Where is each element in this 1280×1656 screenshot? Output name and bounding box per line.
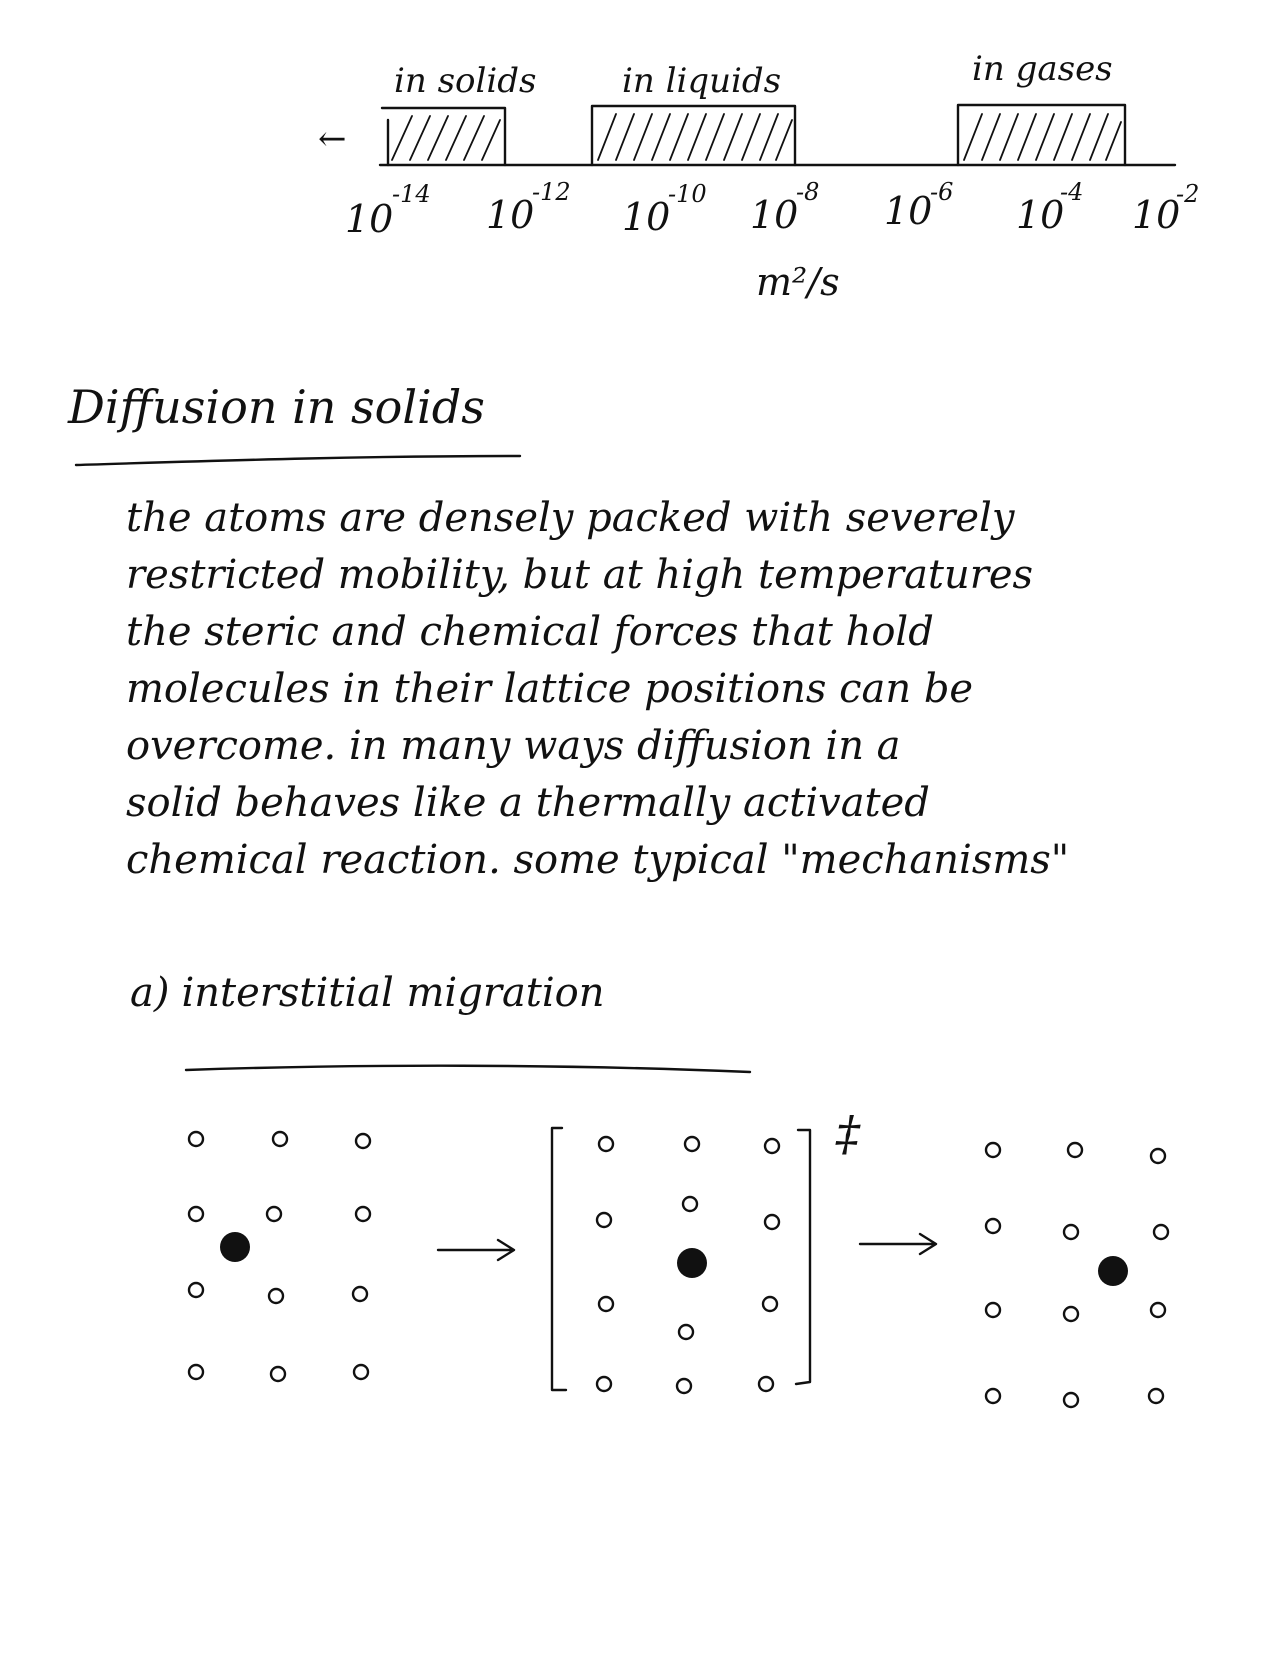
tick-label-1e-10 [622,180,707,239]
svg-text:10: 10 [884,189,933,233]
range-label-liquids: in liquids [622,61,782,101]
tick-label-1e-12 [486,178,571,237]
left-arrow-icon: ← [318,119,347,159]
transition-state-symbol: ‡ [836,1106,860,1162]
liquids-range-box [592,106,795,165]
range-label-solids: in solids [394,61,537,101]
svg-text:10: 10 [345,197,394,241]
svg-text:-2: -2 [1176,180,1200,208]
svg-text:10: 10 [622,195,671,239]
transition-state-lattice [552,1128,810,1393]
svg-text:10: 10 [750,193,799,237]
svg-text:-10: -10 [668,180,707,208]
gases-range-hatch [964,114,1121,160]
initial-state-lattice [189,1132,370,1381]
subheading-underline [186,1066,750,1072]
interstitial-atom-transition [677,1248,707,1278]
section-paragraph: the atoms are densely packed with severely restricted mobility, but at high temperatures the steric and chemical forces that hold molecules in their lattice positions can be overcome. in many ways diffusion in a solid behaves like a thermally activated chemical reaction. some typical "mechanisms" [126,495,1070,883]
final-state-lattice [986,1143,1168,1407]
subsection-marker: a) [130,970,170,1016]
svg-text:-4: -4 [1060,178,1084,206]
solids-range-hatch [392,116,500,160]
heading-underline [76,456,520,465]
liquids-range-hatch [598,114,792,160]
transition-bracket-right [796,1130,810,1384]
solids-range-box [382,108,505,165]
svg-text:-14: -14 [392,180,431,208]
interstitial-atom-initial [220,1232,250,1262]
interstitial-atom-final [1098,1256,1128,1286]
reaction-arrow-1 [438,1240,514,1260]
svg-text:10: 10 [1132,193,1181,237]
scale-unit: m²/s [756,260,840,304]
tick-label-1e-2 [1132,180,1199,237]
svg-text:-8: -8 [796,178,820,206]
diffusion-scale [318,49,1199,304]
tick-label-1e-8 [750,178,819,237]
interstitial-migration-diagram [189,1106,1168,1407]
subsection-heading [130,970,605,1016]
svg-text:10: 10 [1016,193,1065,237]
range-label-gases: in gases [972,49,1113,89]
transition-bracket-left [552,1128,566,1390]
subsection-title: interstitial migration [181,970,605,1016]
tick-label-1e-4 [1016,178,1083,237]
reaction-arrow-2 [860,1234,936,1254]
tick-label-1e-14 [345,180,431,241]
svg-text:10: 10 [486,193,535,237]
tick-label-1e-6 [884,178,953,233]
svg-text:-6: -6 [930,178,954,206]
svg-text:-12: -12 [532,178,571,206]
section-heading: Diffusion in solids [68,380,485,434]
